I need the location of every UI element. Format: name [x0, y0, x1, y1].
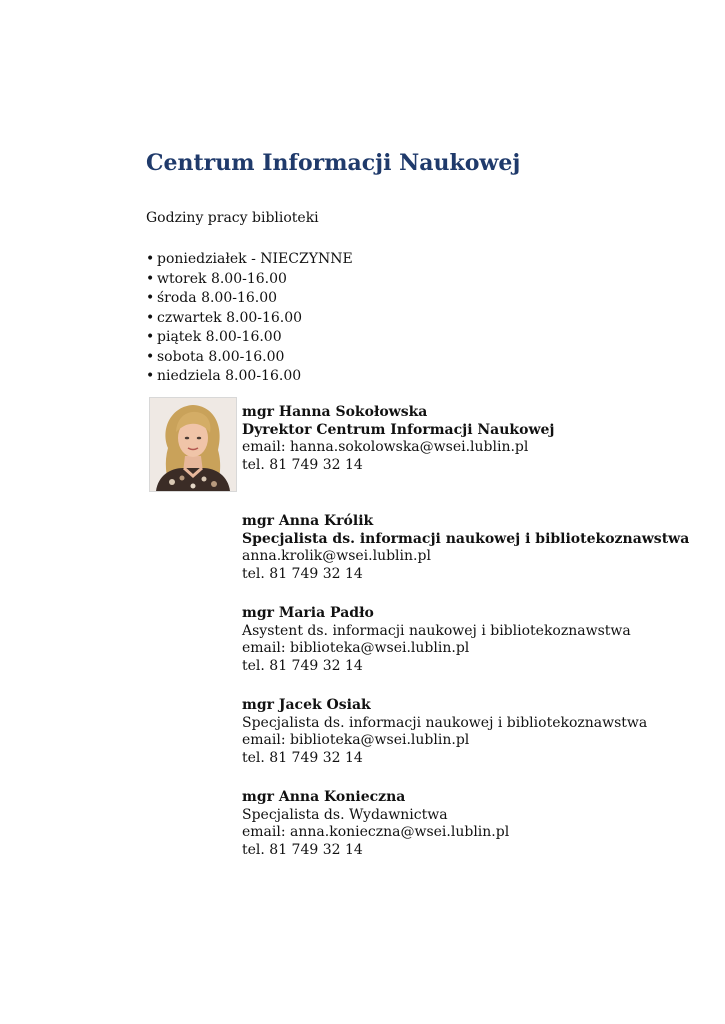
staff-phone: tel. 81 749 32 14 — [242, 657, 363, 674]
staff-email: email: hanna.sokolowska@wsei.lublin.pl — [242, 439, 529, 456]
staff-role: Specjalista ds. informacji naukowej i bibliotekoznawstwa — [242, 714, 648, 731]
bullet-icon: • — [146, 348, 155, 365]
list-item — [146, 250, 353, 270]
hours-wednesday: środa 8.00-16.00 — [157, 290, 278, 306]
staff-entry-osiak — [242, 697, 647, 767]
staff-name: mgr Jacek Osiak — [242, 697, 371, 713]
opening-hours-heading: Godziny pracy biblioteki — [146, 210, 319, 226]
staff-entry-krolik — [242, 513, 689, 583]
staff-email: email: biblioteka@wsei.lublin.pl — [242, 732, 470, 749]
staff-photo — [149, 397, 237, 492]
bullet-icon: • — [146, 368, 155, 384]
staff-entry-padlo — [242, 605, 631, 675]
list-item — [146, 309, 353, 329]
list-item — [146, 289, 353, 309]
staff-phone: tel. 81 749 32 14 — [242, 565, 363, 582]
hours-sunday: niedziela 8.00-16.00 — [157, 368, 302, 384]
hours-friday: piątek 8.00-16.00 — [157, 329, 282, 345]
staff-role: Asystent ds. informacji naukowej i bibliotekoznawstwa — [242, 622, 631, 639]
page-title: Centrum Informacji Naukowej — [146, 150, 521, 176]
staff-role: Dyrektor Centrum Informacji Naukowej — [242, 421, 555, 438]
staff-role: Specjalista ds. Wydawnictwa — [242, 806, 448, 823]
list-item — [146, 270, 353, 290]
bullet-icon: • — [146, 309, 155, 326]
hours-monday: poniedziałek - NIECZYNNE — [157, 251, 353, 267]
staff-role: Specjalista ds. informacji naukowej i bibliotekoznawstwa — [242, 530, 690, 547]
bullet-icon: • — [146, 270, 155, 287]
staff-entry-sokolowska — [242, 404, 555, 474]
list-item — [146, 367, 353, 387]
staff-phone: tel. 81 749 32 14 — [242, 841, 363, 858]
portrait-image — [150, 398, 236, 491]
staff-entry-konieczna — [242, 789, 509, 859]
hours-thursday: czwartek 8.00-16.00 — [157, 309, 303, 326]
staff-phone: tel. 81 749 32 14 — [242, 456, 363, 473]
hours-tuesday: wtorek 8.00-16.00 — [157, 270, 287, 287]
staff-phone: tel. 81 749 32 14 — [242, 749, 363, 766]
opening-hours-list — [146, 250, 353, 387]
staff-email: email: anna.konieczna@wsei.lublin.pl — [242, 824, 510, 841]
hours-saturday: sobota 8.00-16.00 — [157, 348, 285, 365]
staff-name: mgr Anna Konieczna — [242, 789, 406, 805]
list-item — [146, 348, 353, 368]
staff-email: anna.krolik@wsei.lublin.pl — [242, 548, 431, 565]
bullet-icon: • — [146, 290, 155, 306]
staff-email: email: biblioteka@wsei.lublin.pl — [242, 640, 470, 657]
bullet-icon: • — [146, 251, 155, 267]
staff-name: mgr Maria Padło — [242, 605, 374, 621]
bullet-icon: • — [146, 329, 155, 345]
staff-name: mgr Anna Królik — [242, 513, 374, 529]
list-item — [146, 328, 353, 348]
staff-name: mgr Hanna Sokołowska — [242, 404, 428, 420]
